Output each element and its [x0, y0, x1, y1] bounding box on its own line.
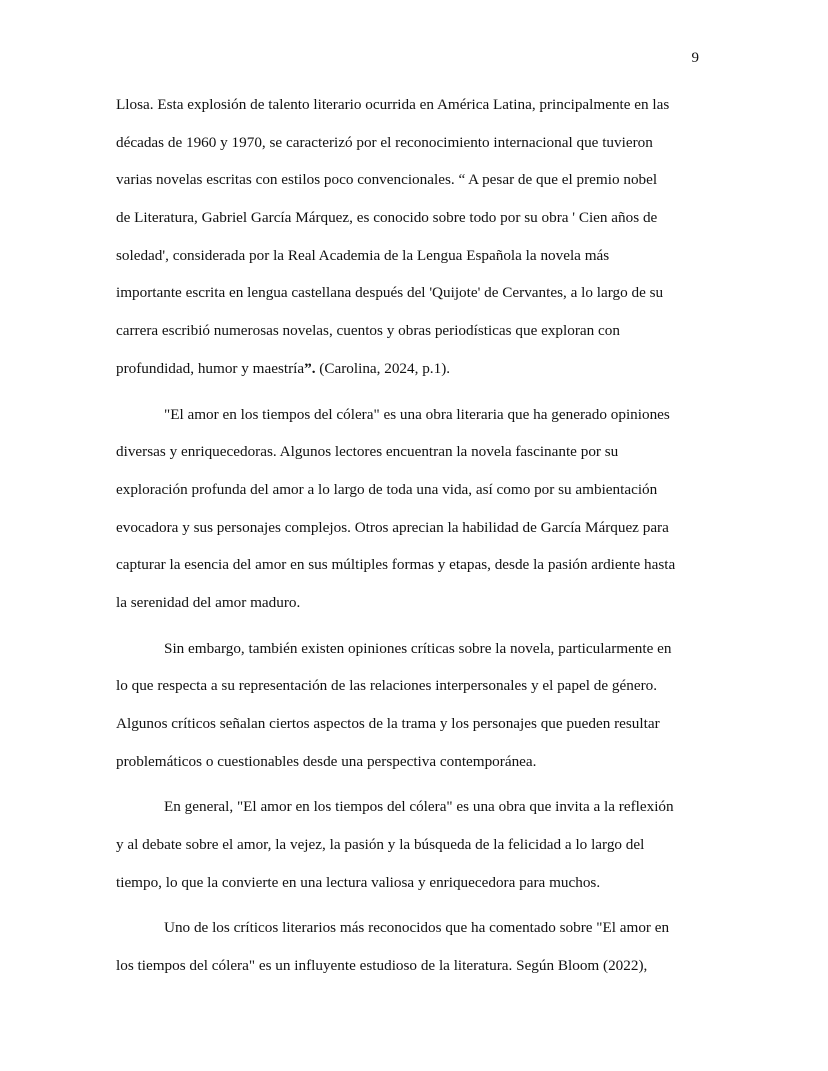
text-line: tiempo, lo que la convierte en una lectura valiosa y enriquecedora para muchos. [116, 873, 601, 891]
text-line: soledad', considerada por la Real Academia de la Lengua Española la novela más [116, 246, 610, 264]
text-line: la serenidad del amor maduro. [116, 593, 301, 611]
text-line: los tiempos del cólera" es un influyente estudioso de la literatura. Según Bloom (2022), [116, 957, 648, 975]
text-line: y al debate sobre el amor, la vejez, la pasión y la búsqueda de la felicidad a lo largo del [116, 836, 645, 854]
text-line: décadas de 1960 y 1970, se caracterizó por el reconocimiento internacional que tuvieron [116, 133, 653, 151]
text-line: "El amor en los tiempos del cólera" es una obra literaria que ha generado opiniones [164, 405, 670, 423]
text-line: de Literatura, Gabriel García Márquez, es conocido sobre todo por su obra ' Cien años de [116, 209, 658, 227]
page-number: 9 [691, 50, 699, 66]
text-line: Llosa. Esta explosión de talento literario ocurrida en América Latina, principalmente en las [116, 96, 670, 113]
paragraph [116, 86, 716, 388]
text-line: evocadora y sus personajes complejos. Otros aprecian la habilidad de García Márquez para [116, 518, 669, 536]
text-line: lo que respecta a su representación de las relaciones interpersonales y el papel de género. [116, 677, 658, 695]
quote-text: profundidad, humor y maestría [116, 359, 305, 377]
closing-quote-mark: ”. [304, 359, 316, 377]
paragraph [116, 788, 716, 901]
text-line: En general, "El amor en los tiempos del cólera" es una obra que invita a la reflexión [164, 798, 674, 816]
text-line: capturar la esencia del amor en sus múltiples formas y etapas, desde la pasión ardiente hasta [116, 556, 676, 574]
text-line: problemáticos o cuestionables desde una perspectiva contemporánea. [116, 752, 537, 770]
paragraph [116, 396, 716, 622]
paragraph [116, 909, 716, 984]
text-line: Uno de los críticos literarios más reconocidos que ha comentado sobre "El amor en [164, 919, 670, 937]
text-line: Algunos críticos señalan ciertos aspectos de la trama y los personajes que pueden resultar [116, 715, 660, 732]
text-line: importante escrita en lengua castellana después del 'Quijote' de Cervantes, a lo largo de su [116, 284, 664, 302]
text-line: exploración profunda del amor a lo largo de toda una vida, así como por su ambientación [116, 480, 658, 498]
text-line: varias novelas escritas con estilos poco convencionales. “ A pesar de que el premio nobel [116, 171, 658, 189]
text-line: diversas y enriquecedoras. Algunos lectores encuentran la novela fascinante por su [116, 443, 619, 461]
paragraph [116, 630, 716, 781]
text-line [116, 350, 716, 388]
text-line: Sin embargo, también existen opiniones críticas sobre la novela, particularmente en [164, 639, 672, 657]
body-text [116, 86, 716, 985]
citation: (Carolina, 2024, p.1). [315, 359, 451, 377]
text-line: carrera escribió numerosas novelas, cuentos y obras periodísticas que exploran con [116, 322, 620, 340]
